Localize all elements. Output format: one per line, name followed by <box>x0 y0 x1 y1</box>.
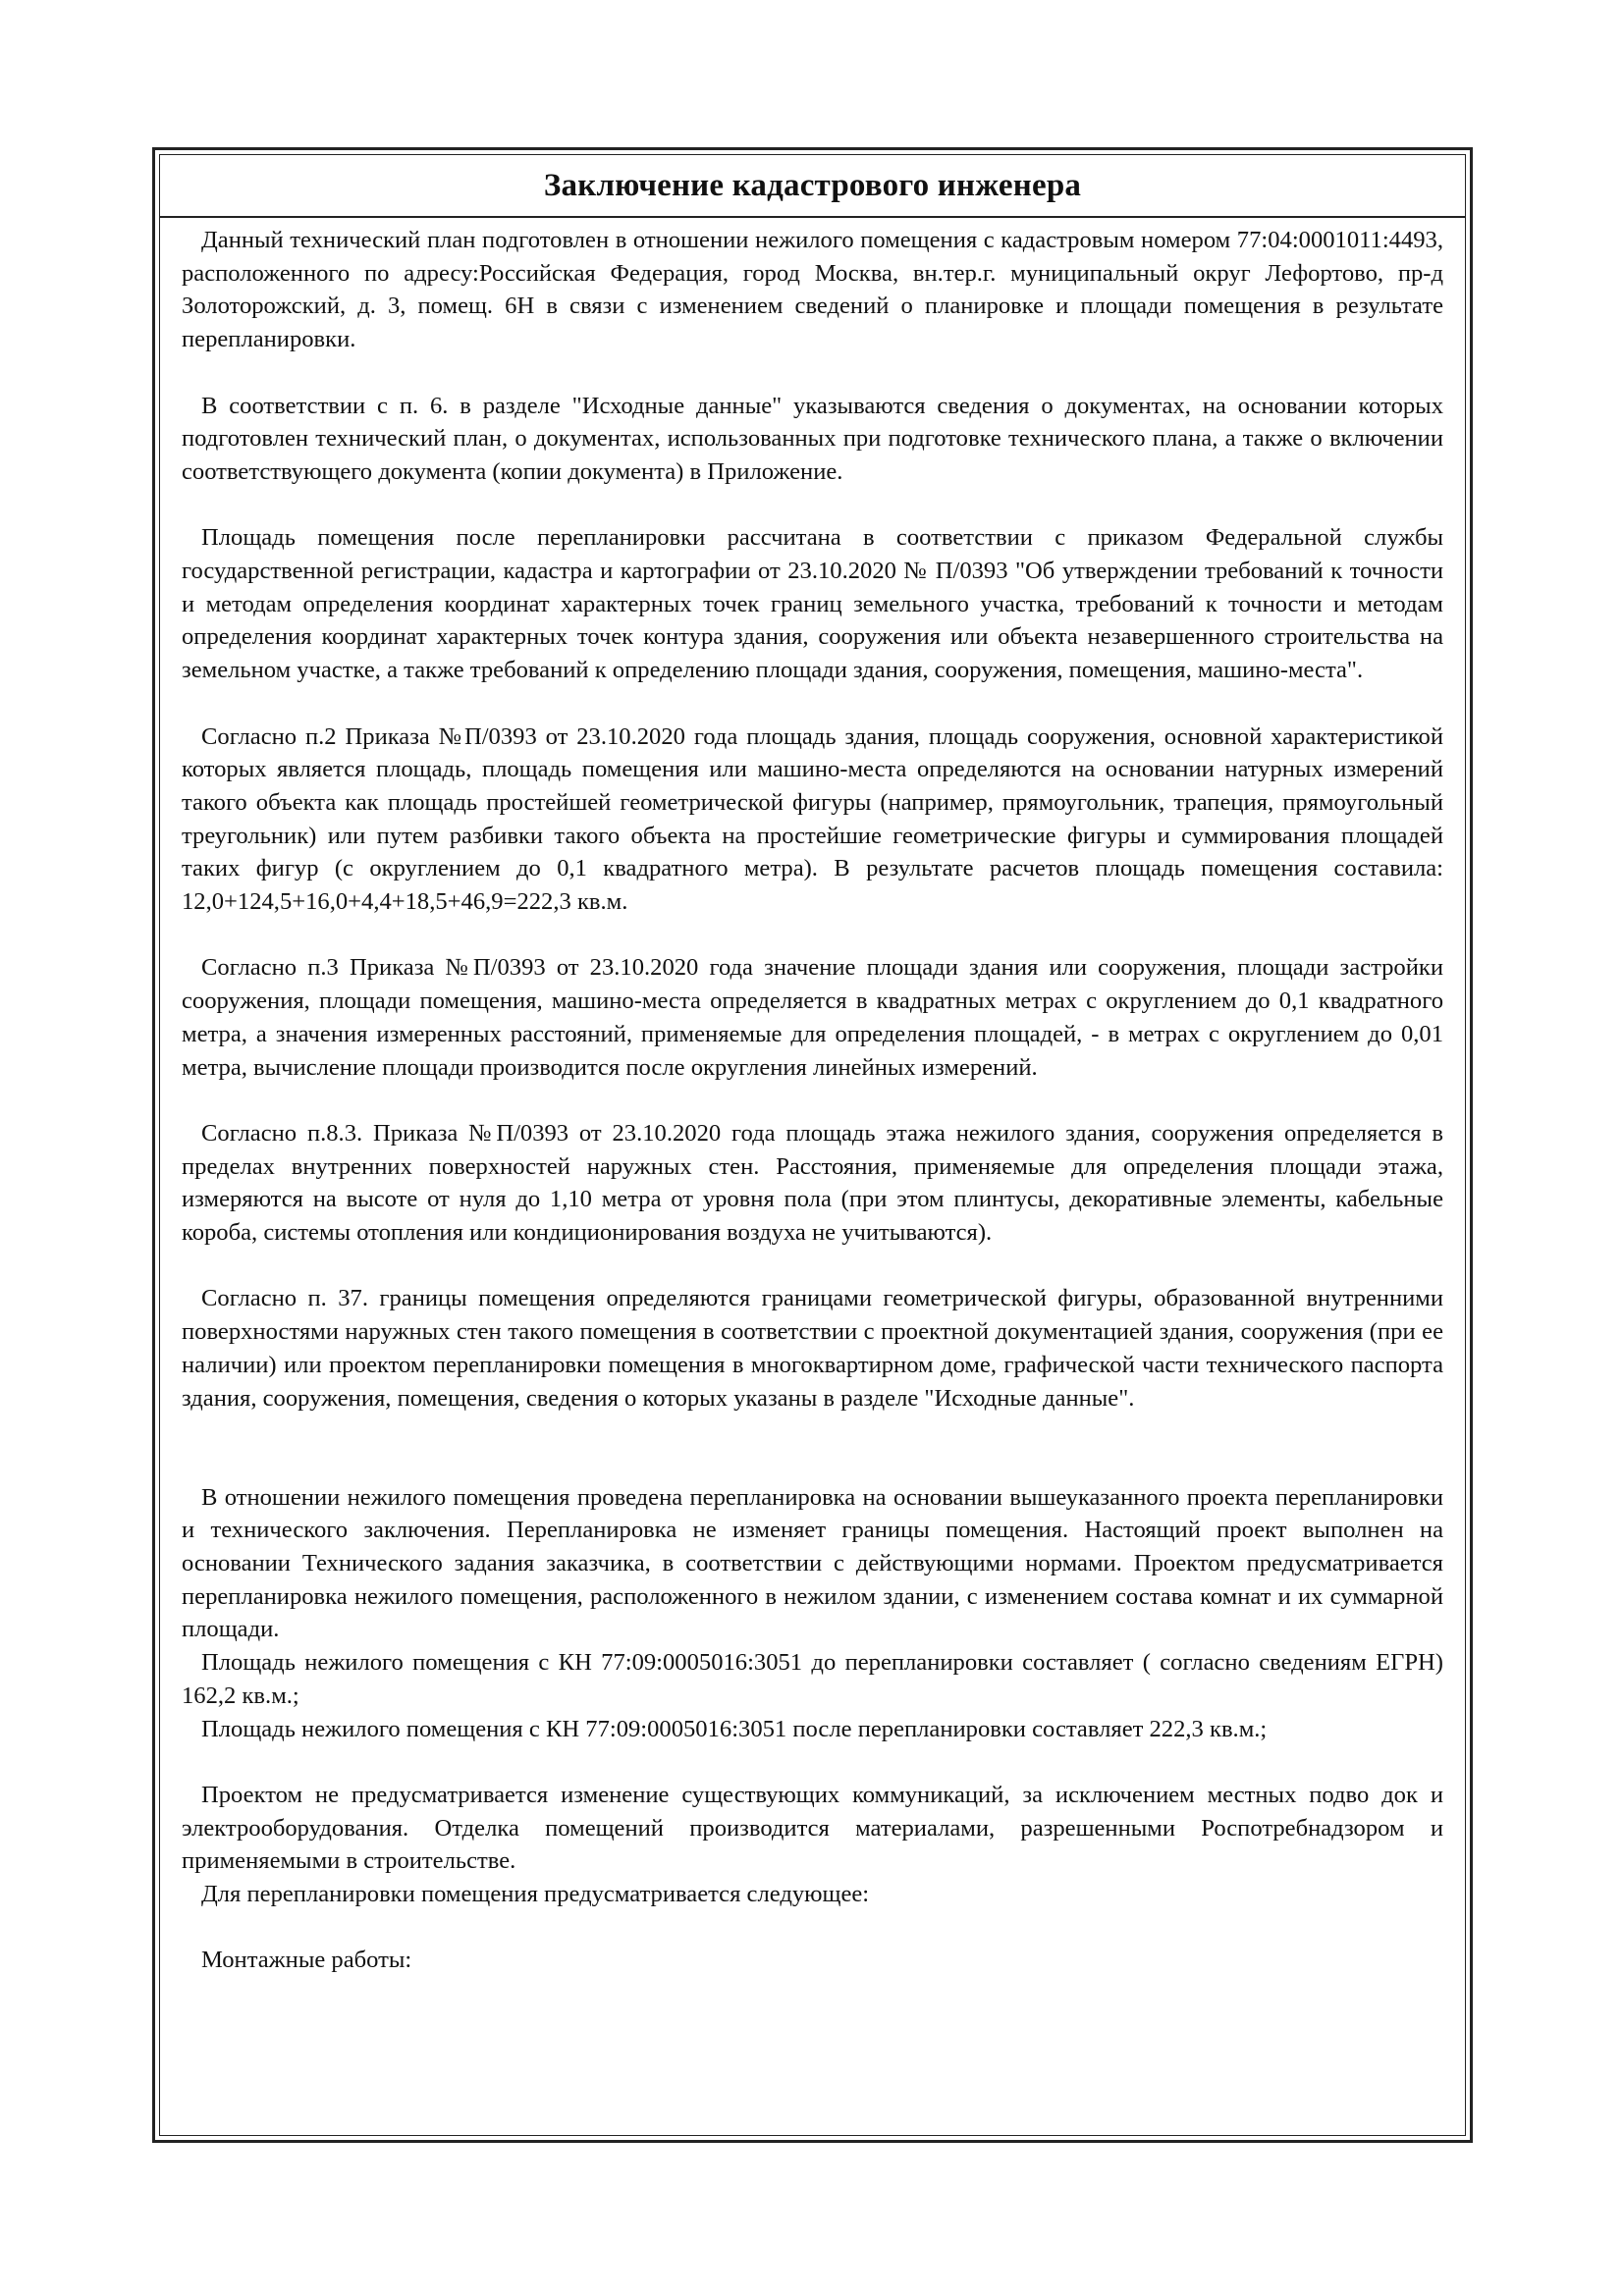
paragraph-clause-37: Согласно п. 37. границы помещения определяются границами геометрической фигуры, образованной внутренними поверхностями наружных стен такого помещения в соответствии с проектной документацией здания, сооружения (при ее наличии) или проектом перепланировки помещения в многоквартирном доме, графической части технического паспорта здания, сооружения, помещения, сведения о которых указаны в разделе "Исходные данные". <box>182 1285 1443 1412</box>
paragraph-spacer <box>182 1250 1443 1283</box>
paragraph-area-method: Площадь помещения после перепланировки рассчитана в соответствии с приказом Федеральной службы государственной регистрации, кадастра и картографии от 23.10.2020 № П/0393 "Об утверждении требований к точности и методам определения координат характерных точек границ земельного участка, требований к точности и методам определения координат характерных точек контура здания, сооружения или объекта незавершенного строительства на земельном участке, а также требований к определению площади здания, сооружения, помещения, машино-места". <box>182 524 1443 684</box>
paragraph-spacer <box>182 489 1443 522</box>
document-outer-frame <box>152 147 1473 2143</box>
paragraph-clause-8-3: Согласно п.8.3. Приказа №П/0393 от 23.10.2020 года площадь этажа нежилого здания, сооружения определяется в пределах внутренних поверхностей наружных стен. Расстояния, применяемые для определения площади этажа, измеряются на высоте от нуля до 1,10 метра от уровня пола (при этом плинтусы, декоративные элементы, кабельные короба, системы отопления или кондиционирования воздуха не учитываются). <box>182 1119 1443 1247</box>
page-title: Заключение кадастрового инженера <box>543 167 1082 203</box>
paragraph-spacer <box>182 687 1443 721</box>
paragraph-installation-works: Монтажные работы: <box>201 1947 412 1974</box>
paragraph-spacer <box>182 919 1443 952</box>
document-inner-frame <box>159 154 1466 2136</box>
paragraph-replanning: В отношении нежилого помещения проведена перепланировка на основании вышеуказанного проекта перепланировки и технического заключения. Перепланировка не изменяет границы помещения. Настоящий проект выполнен на основании Технического задания заказчика, в соответствии с действующими нормами. Проектом предусматривается перепланировка нежилого помещения, расположенного в нежилом здании, с изменением состава комнат и их суммарной площади. <box>182 1483 1443 1643</box>
paragraph-area-before: Площадь нежилого помещения с КН 77:09:0005016:3051 до перепланировки составляет ( согласно сведениям ЕГРН) 162,2 кв.м.; <box>182 1649 1443 1709</box>
conclusion-body <box>160 218 1465 1977</box>
paragraph-spacer <box>182 1084 1443 1117</box>
paragraph-clause-2: Согласно п.2 Приказа №П/0393 от 23.10.2020 года площадь здания, площадь сооружения, основной характеристикой которых является площадь, площадь помещения или машино-места определяются на основании натурных измерений такого объекта как площадь простейшей геометрической фигуры (например, прямоугольник, трапеция, прямоугольный треугольник) или путем разбивки такого объекта на простейшие геометрические фигуры и суммирования площадей таких фигур (с округлением до 0,1 квадратного метра). В результате расчетов площадь помещения составила: <box>182 722 1443 882</box>
title-row <box>160 155 1465 218</box>
paragraph-source-data: В соответствии с п. 6. в разделе "Исходные данные" указываются сведения о документах, на основании которых подготовлен технический план, о документах, использованных при подготовке технического плана, а также о включении соответствующего документа (копии документа) в Приложение. <box>182 392 1443 485</box>
paragraph-spacer <box>182 1911 1443 1945</box>
paragraph-communications: Проектом не предусматривается изменение существующих коммуникаций, за исключением местных подво док и электрооборудования. Отделка помещений производится материалами, разрешенными Роспотребнадзором и применяемыми в строительстве. <box>182 1781 1443 1875</box>
paragraph-clause-3: Согласно п.3 Приказа №П/0393 от 23.10.2020 года значение площади здания или сооружения, площади застройки сооружения, площади помещения, машино-места определяется в квадратных метрах с округлением до 0,1 квадратного метра, а значения измеренных расстояний, применяемые для определения площадей, - в метрах с округлением до 0,01 метра, вычисление площади производится после округления линейных измерений. <box>182 954 1443 1081</box>
paragraph-area-after: Площадь нежилого помещения с КН 77:09:0005016:3051 после перепланировки составляет 222,3 кв.м.; <box>201 1715 1268 1742</box>
paragraph-spacer <box>182 1415 1443 1480</box>
area-calculation: 12,0+124,5+16,0+4,4+18,5+46,9=222,3 кв.м. <box>182 888 628 916</box>
paragraph-spacer <box>182 1745 1443 1779</box>
paragraph-spacer <box>182 356 1443 390</box>
paragraph-works-intro: Для перепланировки помещения предусматривается следующее: <box>201 1881 870 1908</box>
paragraph-plan-subject: Данный технический план подготовлен в отношении нежилого помещения с кадастровым номером 77:04:0001011:4493, расположенного по адресу:Российская Федерация, город Москва, вн.тер.г. муниципальный округ Лефортово, пр-д Золоторожский, д. 3, помещ. 6Н в связи с изменением сведений о планировке и площади помещения в результате перепланировки. <box>182 227 1443 353</box>
